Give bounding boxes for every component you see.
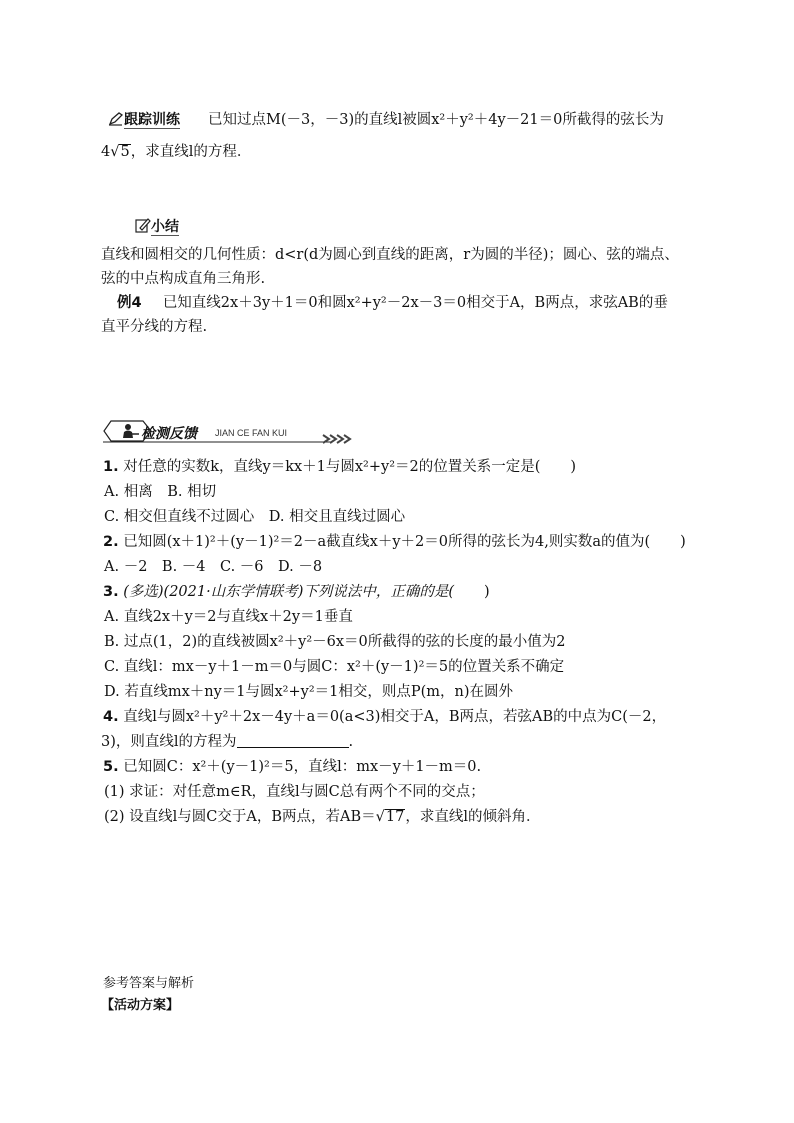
feedback-heading: 检测反馈 [141, 426, 197, 442]
summary-line1: 直线和圆相交的几何性质：d<r(d为圆心到直线的距离，r为圆的半径)；圆心、弦的端点、 [101, 247, 679, 263]
q3-option-d: D. 若直线mx＋ny＝1与圆x²+y²＝1相交，则点P(m，n)在圆外 [104, 684, 514, 700]
follow-training-line1: 已知过点M(－3，－3)的直线l被圆x²＋y²＋4y－21＝0所截得的弦长为 [208, 112, 664, 128]
follow-training-heading [108, 109, 180, 129]
q4-answer-blank[interactable] [237, 733, 349, 748]
example4-line2: 直平分线的方程. [101, 319, 208, 335]
feedback-banner [103, 418, 355, 444]
summary-label: 小结 [151, 219, 179, 235]
example4-line1: 例4 已知直线2x＋3y＋1＝0和圆x²+y²－2x－3＝0相交于A，B两点，求弦AB的垂 [117, 295, 668, 311]
q4-line2: 3)，则直线l的方程为 . [101, 734, 354, 750]
q5-part2: (2) 设直线l与圆C交于A，B两点，若AB＝√17，求直线l的倾斜角． [104, 809, 541, 825]
q3-option-c: C. 直线l：mx－y＋1－m＝0与圆C：x²＋(y－1)²＝5的位置关系不确定 [104, 659, 565, 675]
edit-icon [135, 218, 151, 233]
example4-label: 例4 [117, 295, 142, 311]
sqrt-symbol: √ [110, 144, 120, 160]
q1-number: 1. [103, 459, 119, 475]
follow-training-label: 跟踪训练 [124, 112, 180, 128]
q2-number: 2. [103, 534, 119, 550]
q3-option-b: B. 过点(1，2)的直线被圆x²＋y²－6x＝0所截得的弦的长度的最小值为2 [104, 634, 566, 650]
feedback-pinyin: JIAN CE FAN KUI [215, 428, 288, 438]
summary-heading [135, 216, 179, 236]
q4-number: 4. [103, 709, 119, 725]
q1-stem: 1. 对任意的实数k，直线y＝kx＋1与圆x²+y²＝2的位置关系一定是( ) [103, 459, 577, 475]
q5-number: 5. [103, 759, 119, 775]
answers-section-heading: 【活动方案】 [101, 998, 180, 1013]
q2-stem: 2. 已知圆(x＋1)²＋(y－1)²＝2－a截直线x＋y＋2＝0所得的弦长为4,则实数a的值为( ) [103, 534, 686, 550]
q5-stem: 5. 已知圆C：x²＋(y－1)²＝5，直线l：mx－y＋1－m＝0. [103, 759, 482, 775]
pencil-icon [108, 112, 124, 126]
person-desk-icon [120, 423, 140, 439]
q5-part1: (1) 求证：对任意m∈R，直线l与圆C总有两个不同的交点； [104, 784, 485, 800]
q3-number: 3. [103, 584, 119, 600]
summary-line2: 弦的中点构成直角三角形. [101, 271, 266, 287]
answers-title: 参考答案与解析 [103, 976, 195, 991]
q3-stem: 3. (多选)(2021·山东学情联考)下列说法中，正确的是( ) [103, 584, 490, 600]
sqrt-symbol: √ [375, 809, 385, 825]
q1-options-ab: A. 相离 B. 相切 [104, 484, 217, 500]
q2-options: A. －2 B. －4 C. －6 D. －8 [104, 559, 323, 575]
q4-line1: 4. 直线l与圆x²＋y²＋2x－4y＋a＝0(a<3)相交于A，B两点，若弦AB的中点为C(－2， [103, 709, 667, 725]
q1-options-cd: C. 相交但直线不过圆心 D. 相交且直线过圆心 [104, 509, 406, 525]
follow-training-line2: 4√5，求直线l的方程． [101, 144, 252, 160]
q3-option-a: A. 直线2x＋y＝2与直线x＋2y＝1垂直 [104, 609, 353, 625]
